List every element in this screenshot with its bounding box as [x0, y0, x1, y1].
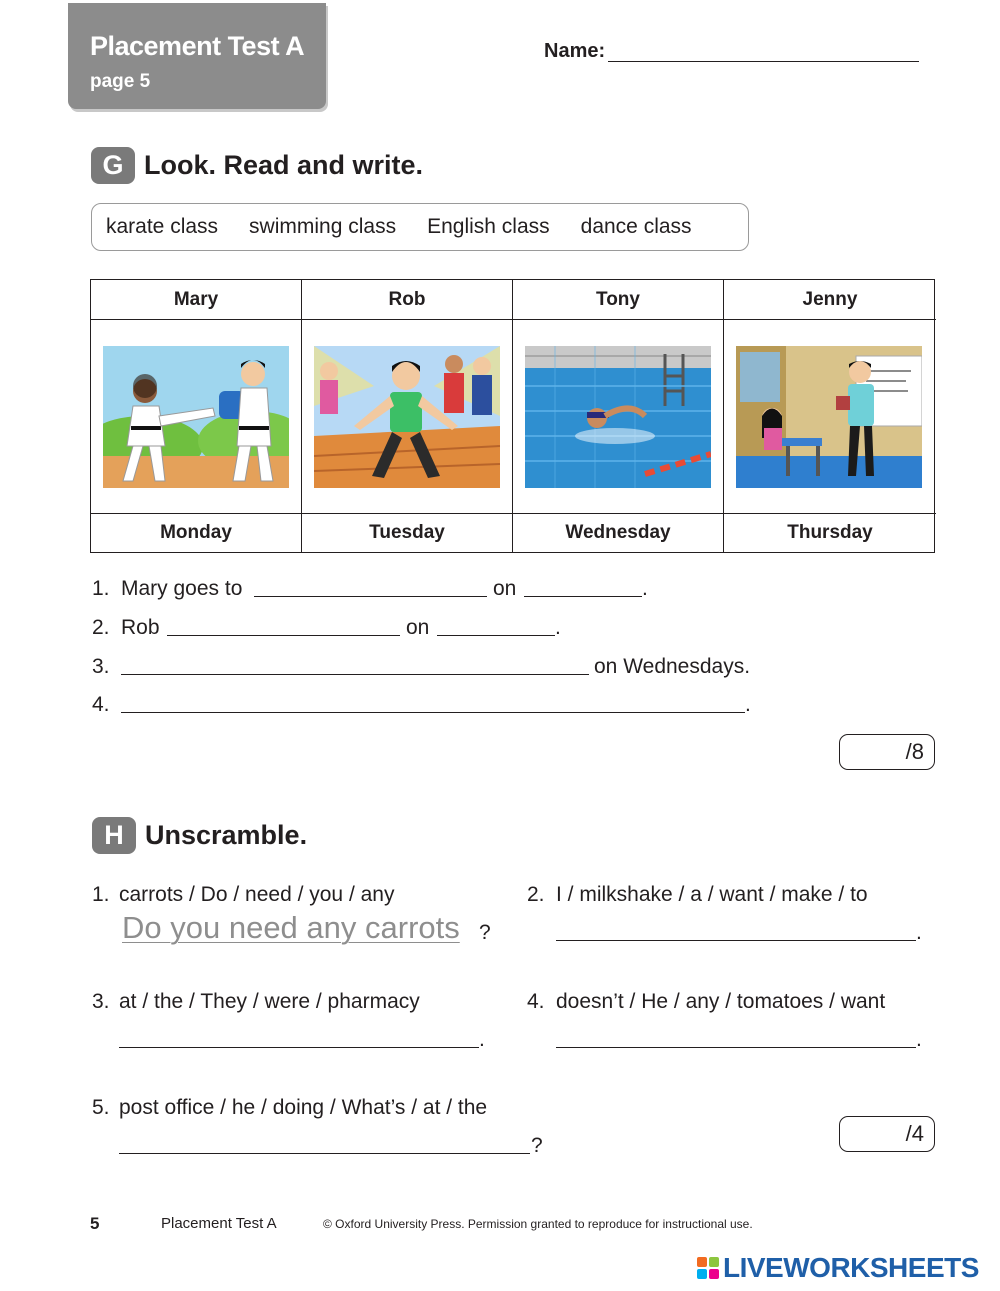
karate-scene-image	[103, 346, 289, 488]
answer-input[interactable]: Do you need any carrots	[122, 910, 460, 945]
question-number: 2.	[92, 616, 110, 639]
answer-blank[interactable]	[119, 1047, 479, 1048]
footer-test-name: Placement Test A	[161, 1215, 277, 1232]
word-bank-item: swimming class	[249, 215, 397, 238]
liveworksheets-logo	[697, 1252, 979, 1284]
answer-blank[interactable]	[121, 712, 745, 713]
header-tab	[68, 3, 326, 109]
logo-square	[709, 1269, 719, 1279]
table-name-cell: Mary	[91, 280, 301, 320]
answer-blank[interactable]	[119, 1153, 530, 1154]
question-text: .	[642, 577, 648, 600]
score-box: /8	[839, 734, 935, 770]
answer-blank[interactable]	[556, 1047, 916, 1048]
answer-blank[interactable]	[121, 674, 589, 675]
section-g-title: Look. Read and write.	[144, 150, 424, 180]
question-number: 1.	[92, 883, 110, 906]
logo-text: LIVEWORKSHEETS	[723, 1252, 979, 1283]
page-label: page 5	[90, 71, 151, 92]
question-number: 2.	[527, 883, 545, 906]
question-text: .	[745, 693, 751, 716]
table-column-rob	[302, 280, 513, 552]
scrambled-words: I / milkshake / a / want / make / to	[556, 883, 868, 906]
question-text: .	[555, 616, 561, 639]
logo-square	[697, 1269, 707, 1279]
name-label: Name:	[544, 40, 606, 62]
word-bank-item: karate class	[106, 215, 219, 238]
table-day-cell: Tuesday	[302, 513, 512, 552]
scrambled-words: at / the / They / were / pharmacy	[119, 990, 420, 1013]
schedule-table	[90, 279, 935, 553]
question-number: 1.	[92, 577, 110, 600]
table-column-mary	[91, 280, 302, 552]
word-bank	[91, 203, 749, 251]
classroom-scene-image	[736, 346, 922, 488]
section-h-title: Unscramble.	[145, 820, 308, 850]
question-text: .	[479, 1028, 485, 1051]
answer-blank[interactable]	[524, 596, 642, 597]
section-h-badge: H	[92, 817, 136, 854]
table-name-cell: Jenny	[724, 280, 936, 320]
table-day-cell: Monday	[91, 513, 301, 552]
footer-page-number: 5	[90, 1214, 100, 1233]
swimming-scene-image	[525, 346, 711, 488]
logo-square	[697, 1257, 707, 1267]
question-number: 4.	[92, 693, 110, 716]
section-g-badge: G	[91, 147, 135, 184]
table-column-jenny	[724, 280, 936, 552]
logo-grid-icon	[697, 1257, 719, 1279]
word-bank-item: English class	[427, 215, 550, 238]
question-text: on Wednesdays.	[594, 655, 751, 678]
table-column-tony	[513, 280, 724, 552]
question-text: on	[406, 616, 430, 639]
score-box: /4	[839, 1116, 935, 1152]
logo-square	[709, 1257, 719, 1267]
page-title: Placement Test A	[90, 31, 305, 61]
answer-blank[interactable]	[437, 635, 555, 636]
question-text: .	[916, 921, 922, 944]
word-bank-item: dance class	[580, 215, 692, 238]
scrambled-words: post office / he / doing / What’s / at / the	[119, 1096, 488, 1119]
question-number: 3.	[92, 655, 110, 678]
scrambled-words: carrots / Do / need / you / any	[119, 883, 395, 906]
question-text: Rob	[121, 616, 160, 639]
table-day-cell: Thursday	[724, 513, 936, 552]
question-text: .	[916, 1028, 922, 1051]
question-text: Mary goes to	[121, 577, 243, 600]
answer-blank[interactable]	[556, 940, 916, 941]
question-number: 3.	[92, 990, 110, 1013]
question-text: on	[493, 577, 517, 600]
name-field[interactable]	[608, 61, 919, 62]
dance-scene-image	[314, 346, 500, 488]
table-day-cell: Wednesday	[513, 513, 723, 552]
question-number: 4.	[527, 990, 545, 1013]
answer-blank[interactable]	[254, 596, 487, 597]
answer-blank[interactable]	[167, 635, 400, 636]
question-text: ?	[531, 1134, 543, 1157]
question-number: 5.	[92, 1096, 110, 1119]
table-name-cell: Rob	[302, 280, 512, 320]
scrambled-words: doesn’t / He / any / tomatoes / want	[556, 990, 886, 1013]
table-name-cell: Tony	[513, 280, 723, 320]
footer-copyright: © Oxford University Press. Permission granted to reproduce for instructional use.	[323, 1217, 753, 1231]
question-text: ?	[479, 921, 491, 944]
